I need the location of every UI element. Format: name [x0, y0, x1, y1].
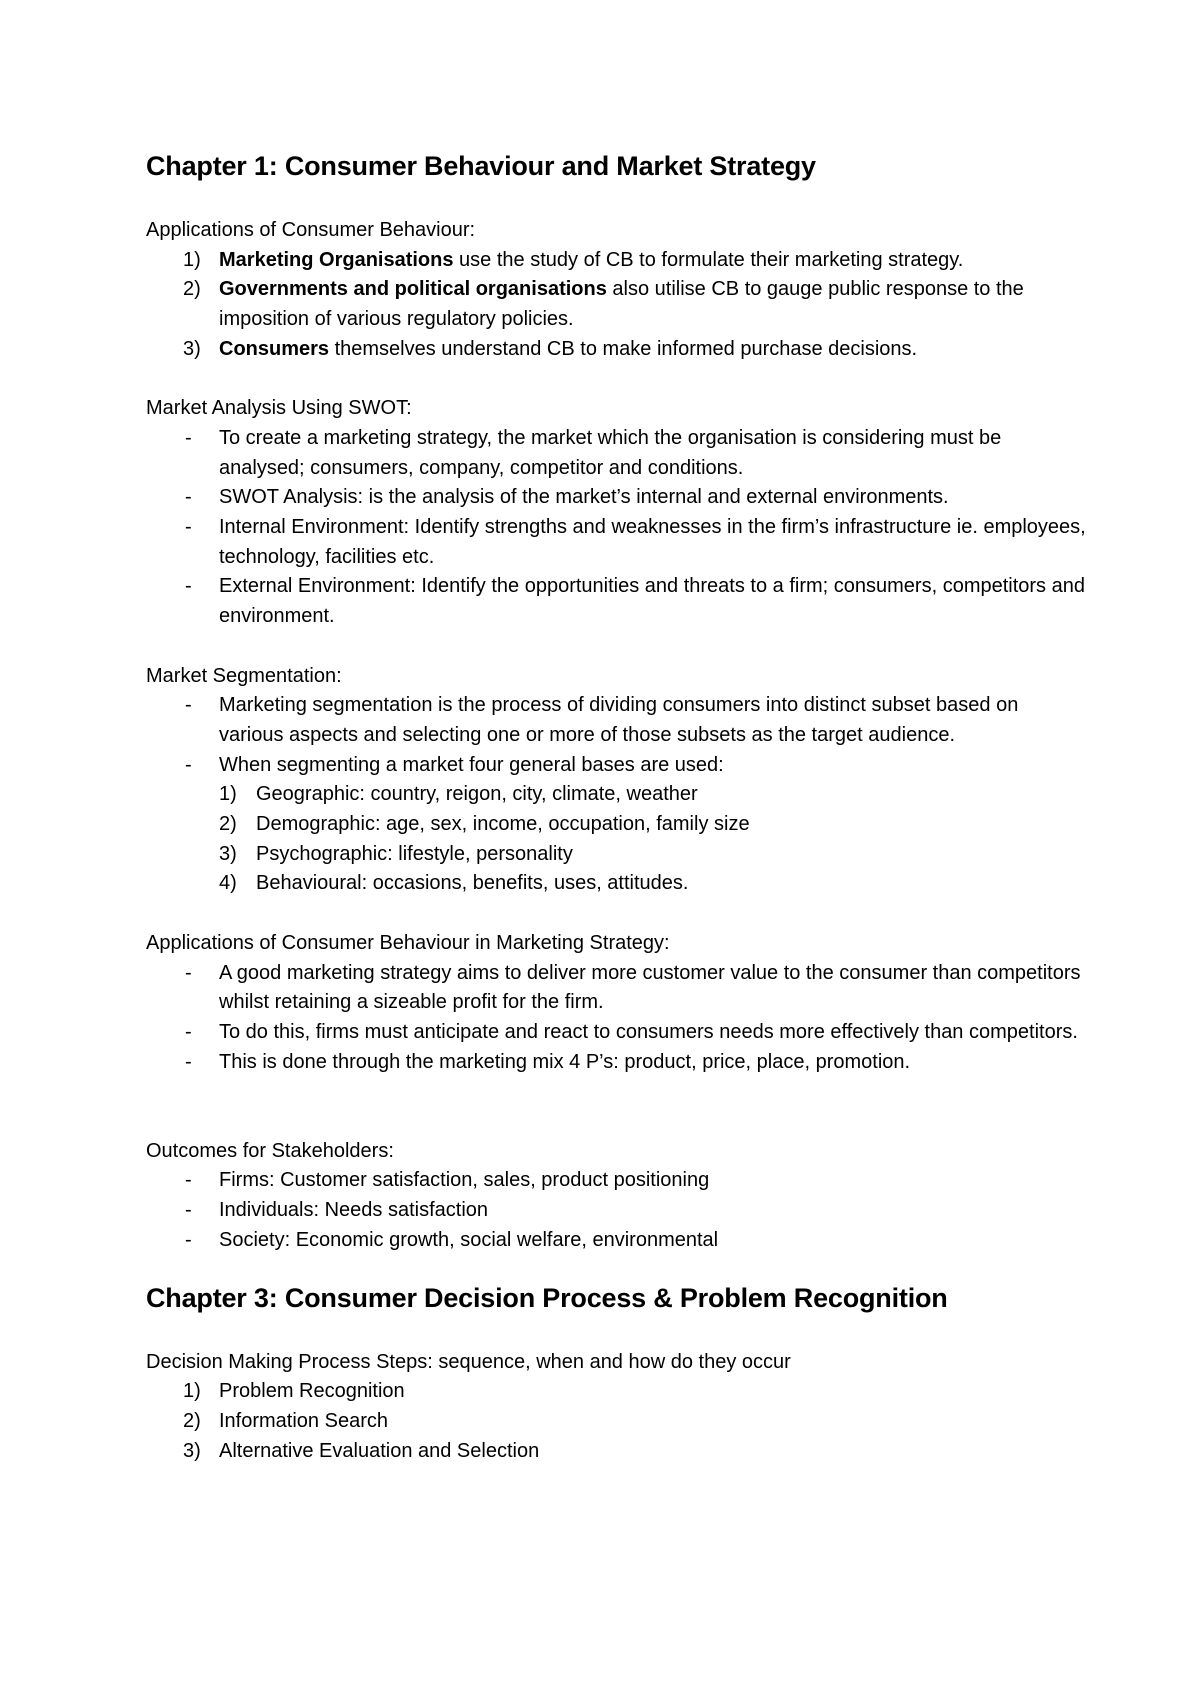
dash-marker: - — [185, 1169, 192, 1192]
list-item — [146, 572, 1086, 631]
applications-heading: Applications of Consumer Behaviour: — [146, 219, 476, 241]
list-item-text: Problem Recognition — [219, 1380, 405, 1403]
dash-marker: - — [185, 1228, 192, 1251]
swot-list — [146, 424, 1086, 632]
list-item-text: use the study of CB to formulate their marketing strategy. — [453, 248, 964, 271]
chapter-1-title: Chapter 1: Consumer Behaviour and Market Strategy — [146, 151, 816, 181]
dash-marker: - — [185, 516, 192, 539]
list-item-text: SWOT Analysis: is the analysis of the market’s internal and external environments. — [219, 486, 949, 509]
list-item-text: Individuals: Needs satisfaction — [219, 1199, 489, 1222]
strategy-list — [146, 959, 1086, 1078]
list-item — [146, 840, 1086, 870]
list-item — [146, 869, 1086, 899]
list-item — [146, 1048, 1086, 1078]
segmentation-bases-list — [146, 780, 1086, 899]
list-item — [146, 810, 1086, 840]
list-item — [146, 1437, 1086, 1467]
list-item-text: A good marketing strategy aims to deliver more customer value to the consumer than competitors whilst retaining a sizeable profit for the firm. — [219, 961, 1081, 1014]
list-item — [146, 751, 1086, 781]
list-item-text: Society: Economic growth, social welfare, environmental — [219, 1228, 719, 1251]
list-item-text: Alternative Evaluation and Selection — [219, 1439, 540, 1462]
list-item-text: Marketing segmentation is the process of dividing consumers into distinct subset based on various aspects and selecting one or more of those subsets as the target audience. — [219, 694, 1019, 746]
list-item — [146, 691, 1086, 750]
list-number: 3) — [219, 842, 237, 865]
dash-marker: - — [185, 694, 192, 717]
bold-term: Marketing Organisations — [219, 248, 454, 271]
outcomes-heading: Outcomes for Stakeholders: — [146, 1139, 394, 1162]
list-item — [146, 335, 1086, 365]
list-item — [146, 275, 1086, 334]
dash-marker: - — [185, 1199, 192, 1222]
list-item — [146, 513, 1086, 572]
list-number: 1) — [183, 1380, 201, 1403]
segmentation-list — [146, 691, 1086, 780]
list-item-text: Firms: Customer satisfaction, sales, product positioning — [219, 1169, 710, 1192]
dash-marker: - — [185, 575, 192, 598]
list-item — [146, 1166, 1086, 1196]
list-number: 1) — [183, 248, 201, 271]
list-item-text: Geographic: country, reigon, city, climate, weather — [256, 783, 698, 806]
list-number: 3) — [183, 1439, 201, 1462]
outcomes-list — [146, 1166, 1086, 1255]
list-item — [146, 1226, 1086, 1256]
swot-heading: Market Analysis Using SWOT: — [146, 397, 412, 420]
list-item — [146, 424, 1086, 483]
decision-steps-list — [146, 1377, 1086, 1466]
list-item — [146, 959, 1086, 1018]
bold-term: Governments and political organisations — [219, 278, 607, 301]
list-item-text: To create a marketing strategy, the market which the organisation is considering must be analysed; consumers, company, competitor and conditions. — [219, 426, 1002, 479]
strategy-heading: Applications of Consumer Behaviour in Marketing Strategy: — [146, 931, 670, 954]
bold-term: Consumers — [219, 337, 330, 360]
list-number: 4) — [219, 872, 237, 895]
dash-marker: - — [185, 753, 192, 776]
list-number: 3) — [183, 337, 201, 360]
list-item-text: also utilise CB to gauge public response to the imposition of various regulatory policies. — [219, 278, 1024, 331]
list-item — [146, 1196, 1086, 1226]
list-item-text: When segmenting a market four general bases are used: — [219, 753, 724, 776]
list-number: 2) — [219, 813, 237, 836]
list-number: 2) — [183, 1409, 201, 1432]
dash-marker: - — [185, 426, 192, 449]
list-item — [146, 246, 1086, 276]
list-number: 2) — [183, 278, 201, 301]
applications-list — [146, 246, 1086, 365]
dash-marker: - — [185, 1020, 192, 1043]
list-item — [146, 1377, 1086, 1407]
dash-marker: - — [185, 486, 192, 509]
list-item — [146, 1407, 1086, 1437]
list-item-text: Demographic: age, sex, income, occupation, family size — [256, 813, 750, 836]
dash-marker: - — [185, 961, 192, 984]
list-number: 1) — [219, 783, 237, 806]
list-item-text: Behavioural: occasions, benefits, uses, attitudes. — [256, 872, 689, 895]
list-item — [146, 483, 1086, 513]
segmentation-heading: Market Segmentation: — [146, 664, 342, 687]
list-item — [146, 1018, 1086, 1048]
chapter-3-title: Chapter 3: Consumer Decision Process & Problem Recognition — [146, 1282, 948, 1313]
decision-steps-heading: Decision Making Process Steps: sequence, when and how do they occur — [146, 1350, 791, 1373]
list-item-text: External Environment: Identify the opportunities and threats to a firm; consumers, competitors and environment. — [219, 575, 1085, 628]
list-item-text: This is done through the marketing mix 4 P’s: product, price, place, promotion. — [219, 1050, 911, 1073]
list-item-text: Information Search — [219, 1409, 388, 1432]
document-page — [146, 148, 1086, 1466]
list-item-text: themselves understand CB to make informed purchase decisions. — [329, 337, 918, 360]
dash-marker: - — [185, 1050, 192, 1073]
list-item — [146, 780, 1086, 810]
list-item-text: To do this, firms must anticipate and react to consumers needs more effectively than competitors. — [219, 1020, 1078, 1043]
list-item-text: Psychographic: lifestyle, personality — [256, 842, 573, 865]
list-item-text: Internal Environment: Identify strengths and weaknesses in the firm’s infrastructure ie. employees, technology, facilities etc. — [219, 516, 1086, 568]
